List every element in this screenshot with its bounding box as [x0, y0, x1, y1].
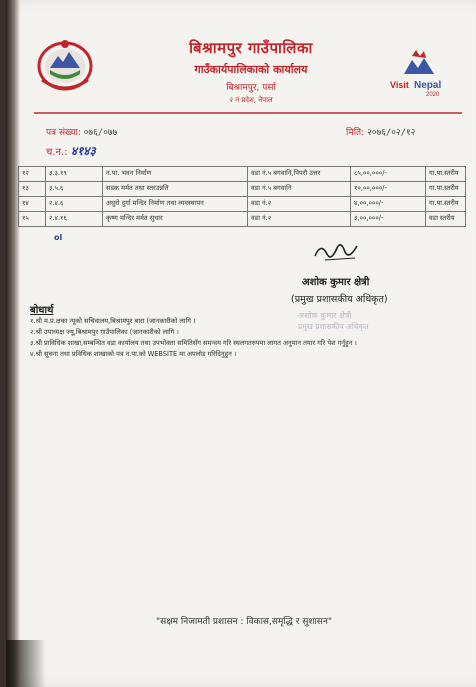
row-project-name: सडक मर्मत तथा स्तरउन्नति — [103, 182, 248, 197]
date-label: मिति: — [346, 128, 365, 138]
row-amount: १०,००,०००/- — [351, 182, 426, 197]
works-table — [18, 166, 466, 227]
signatory-title: (प्रमुख प्रशासकीय अधिकृत) — [291, 294, 388, 305]
row-ward: वडा नं.५ बगवानि — [248, 182, 351, 197]
dispatch-label: च.न.: — [46, 147, 68, 158]
row-level: गा.पा.स्तरीय — [426, 197, 466, 212]
signature-icon — [311, 238, 363, 264]
reference-value: ०७६/०७७ — [83, 128, 118, 138]
dispatch-value: ४१४३ — [70, 144, 96, 158]
list-item: ४.श्री सूचना तथा प्रविधिक शाखाको पत्र न.पा.को WEBSITE मा अपलोड गरिदिनुहुन । — [30, 350, 237, 358]
row-amount: ३,००,०००/- — [351, 212, 426, 227]
page-corner-shadow — [6, 640, 46, 687]
row-serial: १४ — [19, 197, 46, 212]
row-level: गा.पा.स्तरीय — [426, 167, 466, 182]
office-name: बिश्रामपुर गाउँपालिका — [189, 39, 313, 57]
row-project-name: अधुरो दुर्गा मन्दिर निर्माण तथा व्यवस्थापन — [103, 197, 248, 212]
dispatch-number — [46, 142, 96, 159]
row-ward: वडा नं.५ बगवानि,पिपरौ उत्तर — [248, 167, 351, 182]
row-serial: १३ — [19, 182, 46, 197]
cc-list — [30, 316, 470, 360]
table-row — [19, 182, 466, 197]
list-item: ३.श्री प्राविधिक शाखा,सम्बन्धित वडा कार्यालय तथा उपभोक्ता समितिसँग समन्वय गरि स्थलगतरुपमा लागत अनुमान तयार गरि पेश गर्नुहुन । — [30, 339, 357, 347]
reference-label: पत्र संख्या: — [46, 128, 81, 138]
office-subtitle: गाउँकार्यपालिकाको कार्यालय — [194, 63, 308, 76]
footer-motto: "सक्षम निजामती प्रशासन : विकास,समृद्धि र सुशासन" — [155, 617, 333, 627]
row-level: गा.पा.स्तरीय — [426, 182, 466, 197]
table-row — [19, 167, 466, 182]
table-row — [19, 197, 466, 212]
office-place: बिश्रामपुर, पर्सा — [226, 83, 276, 93]
handwritten-mark: ol — [54, 233, 63, 242]
row-level: वडा स्तरीय — [426, 212, 466, 227]
svg-text:2020: 2020 — [426, 92, 440, 98]
row-ward: वडा नं.२ — [248, 197, 351, 212]
row-code: २.४.१६ — [46, 212, 103, 227]
row-code: २.४.६ — [46, 197, 103, 212]
date-value: २०७६/०२/१२ — [367, 128, 416, 138]
table-row — [19, 212, 466, 227]
stamp-title: प्रमुख प्रशासकीय अधिकृत — [298, 322, 369, 331]
list-item: २.श्री उपाध्यक्ष ज्यू,बिश्रामपुर गाउँपालिका (जानकारीको लागि । — [30, 328, 179, 336]
visit-nepal-logo — [386, 48, 454, 98]
svg-text:Nepal: Nepal — [414, 80, 442, 91]
page-edge-shadow — [6, 0, 20, 687]
svg-text:Visit: Visit — [390, 80, 409, 90]
row-amount: ४,००,०००/- — [351, 197, 426, 212]
nepal-emblem-icon — [36, 36, 94, 92]
row-code: ३.३.१९ — [46, 167, 103, 182]
letter-date — [346, 125, 415, 138]
row-project-name: कृष्ण मन्दिर मर्मत सुधार — [103, 212, 248, 227]
list-item: १.श्री म.प्र.क्षका न्यूको सचिवालय,बिश्रामपुर बारा (जानकारीको लागि । — [30, 317, 196, 325]
cc-heading: बोधार्थ — [30, 305, 54, 316]
row-ward: वडा नं.२ — [248, 212, 351, 227]
row-serial: १२ — [19, 167, 46, 182]
row-amount: ८५,००,०००/- — [351, 167, 426, 182]
signatory-name: अशोक कुमार क्षेत्री — [302, 277, 370, 288]
row-serial: १५ — [19, 212, 46, 227]
letterhead-divider — [34, 112, 462, 114]
reference-number — [46, 125, 117, 138]
stamp-name: अशोक कुमार क्षेत्री — [298, 311, 352, 320]
office-province: २ नं प्रदेश, नेपाल — [229, 96, 273, 104]
letter-page — [6, 0, 476, 687]
row-code: ३.५.६ — [46, 182, 103, 197]
row-project-name: न.पा. भवन निर्माण — [103, 167, 248, 182]
